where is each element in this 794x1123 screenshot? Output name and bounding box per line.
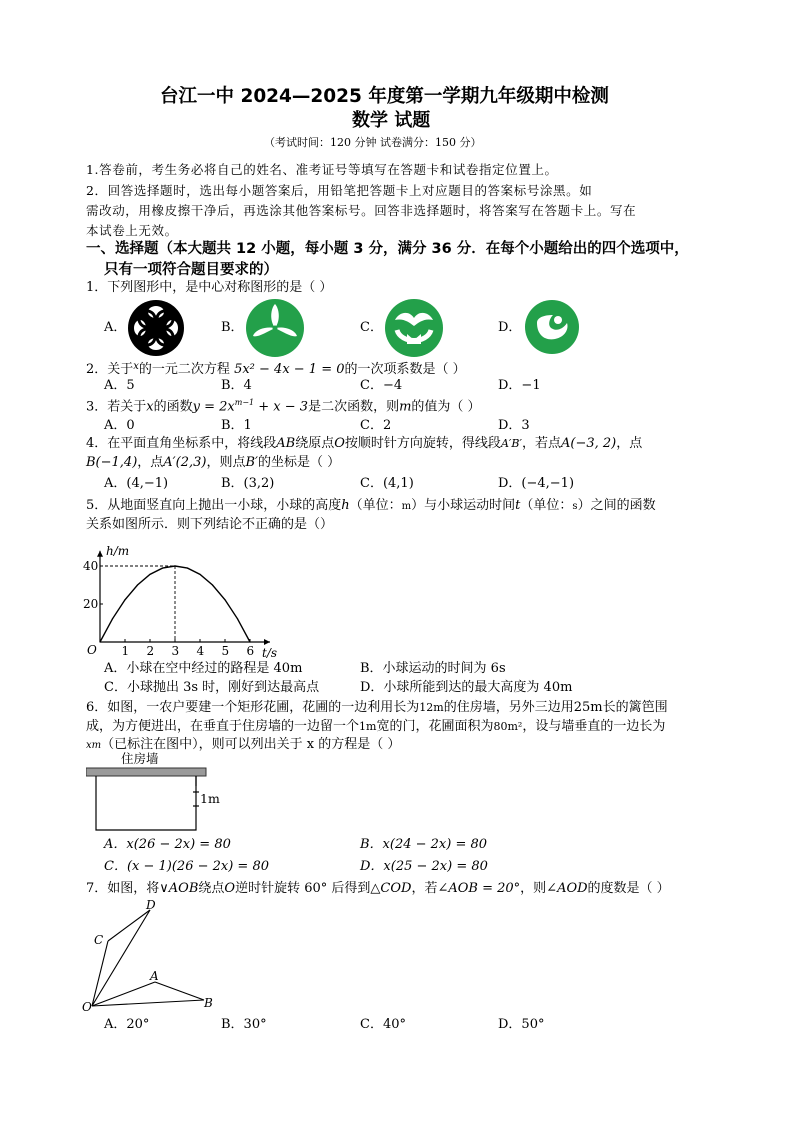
length-12m: 12m [419,701,444,714]
stem-text: 的一元二次方程 [138,362,230,377]
stem-text: 6．如图，一农户要建一个矩形花圃，花圃的一边利用长为 [86,700,420,715]
unit-m: m [401,501,412,512]
y-tick-label: 20 [83,597,99,611]
stem-text: ）之间的函数 [577,498,656,513]
y-axis-arrow [97,551,103,557]
equation: 5x² − 4x − 1 = 0 [234,362,345,377]
x-tick-label: 5 [221,644,230,658]
q6-option-c: C．(x − 1)(26 − 2x) = 80 [104,859,269,874]
q5-option-a: A．小球在空中经过的路程是 40m [104,661,303,676]
stem-text: 的一次项系数是（ ） [344,362,466,377]
stem-text: 成，为方便进出，在垂直于住房墙的一边留一个 [86,719,360,734]
stem-text: （单位： [520,498,573,513]
q4-option-c: C．(4,1) [360,476,414,491]
stem-text: 按顺时针方向旋转，得线段 [344,436,501,451]
function-expr: y = 2x [192,399,235,415]
stem-text: ，若点 [521,436,561,451]
q6-option-a: A．x(26 − 2x) = 80 [104,837,231,852]
door-width-label: 1m [200,791,220,806]
q3-option-c: C．2 [360,418,392,433]
data-point [249,641,250,642]
point-b: B(−1,4) [86,455,138,470]
question-2-stem [86,361,466,378]
label-a: A [150,969,159,983]
q1-option-c-label: C． [360,320,383,335]
triangle-cod: △COD [370,881,412,896]
stem-text: ）与小球运动时间 [411,498,516,513]
var-m: m [399,399,412,415]
stem-text: 的住房墙，另外三边用 [443,700,574,715]
data-point [224,599,225,600]
exam-title: 台江一中 2024—2025 年度第一学期九年级期中检测 [160,86,609,107]
wall-label: 住房墙 [121,751,159,766]
q5-option-d: D．小球所能到达的最大高度为 40m [360,680,573,695]
instruction-line: 本试卷上无效。 [86,223,178,238]
stem-text: 的坐标是（ ） [257,455,341,470]
var-x: x [133,361,139,372]
var-x: x [146,399,154,415]
q1-option-d-label: D． [498,320,522,335]
stem-text: （单位： [349,498,402,513]
three-leaf-icon [245,298,305,358]
q1-option-a-label: A． [104,320,127,335]
x-axis-arrow [264,639,270,645]
q4-option-b: B．(3,2) [221,476,275,491]
stem-text: 5．从地面竖直向上抛出一小球，小球的高度 [86,498,342,513]
section-heading-cont: 只有一项符合题目要求的） [104,262,278,278]
question-3-stem [86,398,481,415]
q6-option-d: D．x(25 − 2x) = 80 [360,859,488,874]
garden-figure [86,766,208,834]
stem-text: ，若 [411,881,438,896]
stem-text: ，则 [520,881,547,896]
segment-ab: AB [276,436,296,451]
question-4-line-2 [86,456,340,471]
q7-option-a: A．20° [104,1017,150,1032]
stem-text: ，则点 [206,455,246,470]
segment-a-b-prime: A′B′ [500,437,522,450]
point-b-prime: B′ [245,455,258,470]
label-c: C [94,933,104,947]
stem-text: 绕原点 [295,436,335,451]
rotation-figure [80,895,220,1015]
q2-option-d: D．−1 [498,378,541,393]
data-point [162,568,163,569]
stem-text: （已标注在图中），则可以列出关于 x 的方程是（ ） [101,737,401,752]
stem-text: 的函数 [153,399,193,415]
stem-text: ，点 [137,455,164,470]
x-tick-label: 1 [121,644,130,658]
y-axis-label: h/m [106,543,130,558]
exam-subtitle: 数学 试题 [352,110,431,131]
q2-option-b: B．4 [221,378,252,393]
data-point [199,574,200,575]
stem-text: 4．在平面直角坐标系中，将线段 [86,436,277,451]
q3-option-a: A．0 [104,418,135,433]
height-time-chart [80,532,290,660]
stem-text: 的值为（ ） [411,399,481,415]
instruction-line: 需改动，用橡皮擦干净后，再选涂其他答案标号。回答非选择题时，将答案写在答题卡上。写在 [86,203,637,218]
label-o: O [82,1000,92,1014]
section-heading: 一、选择题（本大题共 12 小题，每小题 3 分，满分 36 分．在每个小题给出的四个选项中， [86,241,689,257]
point-a-prime: A′(2,3) [163,455,207,470]
question-5-line-2: 关系如图所示．则下列结论不正确的是（） [86,517,334,532]
var-t: t [515,498,521,513]
data-point [149,574,150,575]
x-tick-label: 3 [171,644,180,658]
stem-text: 7．如图，将 [86,881,160,896]
length-1m: 1m [359,720,377,733]
q6-option-b: B．x(24 − 2x) = 80 [360,837,488,852]
x-tick-label: 2 [146,644,155,658]
data-point [237,618,238,619]
stem-text: 长的篱笆围 [602,700,668,715]
function-exponent: m−1 [234,398,255,407]
water-swirl-icon [525,299,579,355]
length-25m: 25m [573,700,603,715]
q5-option-b: B．小球运动的时间为 6s [360,661,506,676]
data-point [187,568,188,569]
q4-option-a: A．(4,−1) [104,476,169,491]
function-expr-tail: + x − 3 [254,399,309,415]
exam-info: （考试时间：120 分钟 试卷满分：150 分） [264,136,482,149]
stem-text: 绕点 [198,881,225,896]
data-point [112,618,113,619]
unit-s: s [572,501,578,512]
green-food-emblem-icon [385,298,443,358]
x-tick-label: 6 [246,644,255,658]
q7-option-c: C．40° [360,1017,406,1032]
area-80: 80m² [493,720,523,733]
angle-aob: ∨AOB [159,881,199,896]
origin-label: O [87,643,97,657]
var-h: h [341,498,350,513]
instruction-line: 2．回答选择题时，选出每小题答案后，用铅笔把答题卡上对应题目的答案标号涂黑。如 [86,183,593,198]
x-axis-label: t/s [262,646,278,660]
q3-option-b: B．1 [221,418,252,433]
stem-text: 的度数是（ ） [587,881,670,896]
label-b: B [204,996,213,1010]
question-6-line-1 [86,701,668,716]
q5-option-c: C．小球抛出 3s 时，刚好到达最高点 [104,680,320,695]
stem-text: 2．关于 [86,362,134,377]
stem-text: 3．若关于 [86,399,147,415]
q2-option-a: A．5 [104,378,135,393]
point-o: O [224,881,236,896]
stem-text: ，设与墙垂直的一边长为 [522,719,666,734]
q1-option-b-label: B． [221,320,244,335]
four-petal-knot-icon [127,299,185,357]
angle-condition: ∠AOB = 20° [437,881,521,896]
question-4-line-1 [86,437,642,452]
var-xm: xm [86,740,102,751]
instruction-line: 1.答卷前，考生务必将自己的姓名、准考证号等填写在答题卡和试卷指定位置上。 [86,162,558,177]
x-tick-label: 4 [196,644,205,658]
data-point [212,584,213,585]
q7-option-d: D．50° [498,1017,545,1032]
angle-aod: ∠AOD [546,881,588,896]
stem-text: ，点 [616,436,643,451]
q2-option-c: C．−4 [360,378,403,393]
point-a: A(−3, 2) [560,436,617,451]
stem-text: 逆时针旋转 60° 后得到 [235,881,371,896]
stem-text: 宽的门，花圃面积为 [376,719,494,734]
data-point [124,599,125,600]
q7-option-b: B．30° [221,1017,267,1032]
point-o: O [334,436,345,451]
y-tick-label: 40 [83,559,99,573]
question-6-line-2 [86,720,665,735]
question-1-stem: 1．下列图形中，是中心对称图形的是（ ） [86,280,333,295]
q4-option-d: D．(−4,−1) [498,476,575,491]
stem-text: 是二次函数，则 [308,399,400,415]
data-point [174,565,175,566]
label-d: D [146,898,156,912]
q3-option-d: D．3 [498,418,530,433]
data-point [99,641,100,642]
data-point [137,584,138,585]
question-5-line-1 [86,499,656,514]
